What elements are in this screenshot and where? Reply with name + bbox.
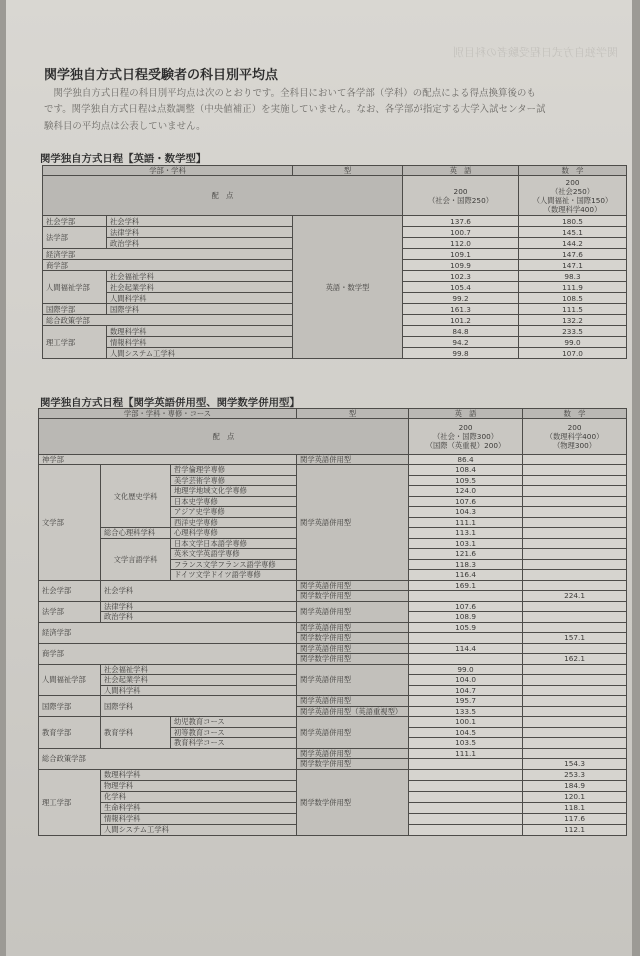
sugaku-score: 99.0 xyxy=(519,337,627,348)
sugaku-score xyxy=(523,465,627,476)
dept-cell: 社会学部 xyxy=(43,216,107,227)
eigo-score: 86.4 xyxy=(409,455,523,465)
sugaku-score: 147.6 xyxy=(519,249,627,260)
type-cell: 関学英語併用型 xyxy=(297,717,409,749)
type-cell: 関学英語併用型 xyxy=(297,643,409,654)
sugaku-score: 117.6 xyxy=(523,813,627,824)
type-cell: 関学英語併用型 xyxy=(297,664,409,696)
sugaku-score: 108.5 xyxy=(519,293,627,304)
subject-cell: 社会起業学科 xyxy=(101,675,297,686)
sugaku-points xyxy=(523,419,627,455)
dept-cell: 法学部 xyxy=(43,227,107,249)
eigo-score: 103.1 xyxy=(409,538,523,549)
type-cell: 英語・数学型 xyxy=(293,216,403,359)
eigo-score: 169.1 xyxy=(409,580,523,591)
sugaku-score: 111.9 xyxy=(519,282,627,293)
sugaku-score: 132.2 xyxy=(519,315,627,326)
eigo-score: 124.0 xyxy=(409,486,523,497)
eigo-score xyxy=(409,769,523,780)
eigo-score: 116.4 xyxy=(409,570,523,581)
subject-cell: 数理科学科 xyxy=(101,769,297,780)
subject-cell: 文学言語学科 xyxy=(101,538,171,580)
subject-cell: 総合心理科学科 xyxy=(101,528,171,539)
sugaku-score xyxy=(523,538,627,549)
eigo-score xyxy=(409,654,523,665)
sugaku-score: 224.1 xyxy=(523,591,627,602)
eigo-score: 102.3 xyxy=(403,271,519,282)
sugaku-score: 162.1 xyxy=(523,654,627,665)
sugaku-score xyxy=(523,580,627,591)
type-cell: 関学数学併用型 xyxy=(297,591,409,602)
subject-cell: 政治学科 xyxy=(101,612,297,623)
sugaku-score xyxy=(523,675,627,686)
haiten-label: 配 点 xyxy=(39,419,409,455)
course-cell: フランス文学フランス語学専修 xyxy=(171,559,297,570)
eigo-score: 84.8 xyxy=(403,326,519,337)
course-cell: 初等教育コース xyxy=(171,727,297,738)
course-cell: 美学芸術学専修 xyxy=(171,475,297,486)
eigo-score: 109.9 xyxy=(403,260,519,271)
eigo-score xyxy=(409,824,523,835)
intro-text xyxy=(44,86,624,135)
eigo-score: 113.1 xyxy=(409,528,523,539)
eigo-score: 103.5 xyxy=(409,738,523,749)
dept-cell: 文学部 xyxy=(39,465,101,581)
subject-cell: 文化歴史学科 xyxy=(101,465,171,528)
eigo-score: 107.6 xyxy=(409,601,523,612)
intro-line: 関学独自方式日程の科目別平均点は次のとおりです。全科目において各学部（学科）の配点による得点換算後のも xyxy=(44,88,536,99)
course-cell: ドイツ文学ドイツ語学専修 xyxy=(171,570,297,581)
subject-cell: 社会福祉学科 xyxy=(101,664,297,675)
subject-cell: 数理科学科 xyxy=(107,326,293,337)
dept-cell: 総合政策学部 xyxy=(43,315,293,326)
subject-cell: 法律学科 xyxy=(101,601,297,612)
sugaku-score: 120.1 xyxy=(523,791,627,802)
eigo-score: 133.5 xyxy=(409,706,523,717)
type-cell: 関学英語併用型 xyxy=(297,465,409,581)
dept-cell: 経済学部 xyxy=(43,249,293,260)
sugaku-score xyxy=(523,685,627,696)
sugaku-score xyxy=(523,727,627,738)
eigo-score: 104.7 xyxy=(409,685,523,696)
sugaku-score: 144.2 xyxy=(519,238,627,249)
col-type-header: 型 xyxy=(297,409,409,419)
sugaku-score xyxy=(523,517,627,528)
sugaku-score xyxy=(523,507,627,518)
subject-cell: 教育学科 xyxy=(101,717,171,749)
eigo-points xyxy=(409,419,523,455)
col-dept-header: 学部・学科 xyxy=(43,166,293,176)
eigo-score: 109.5 xyxy=(409,475,523,486)
eigo-score xyxy=(409,591,523,602)
sugaku-points-note: （社会250） xyxy=(550,186,595,196)
sugaku-score xyxy=(523,601,627,612)
dept-cell: 神学部 xyxy=(39,455,297,465)
eigo-score xyxy=(409,813,523,824)
dept-cell: 教育学部 xyxy=(39,717,101,749)
eigo-score: 94.2 xyxy=(403,337,519,348)
sugaku-score: 233.5 xyxy=(519,326,627,337)
eigo-score: 121.6 xyxy=(409,549,523,560)
sugaku-score: 157.1 xyxy=(523,633,627,644)
sugaku-score xyxy=(523,706,627,717)
eigo-score xyxy=(409,759,523,770)
sugaku-score xyxy=(523,528,627,539)
eigo-score: 99.2 xyxy=(403,293,519,304)
eigo-header: 英 語 xyxy=(403,166,519,176)
course-cell: 教育科学コース xyxy=(171,738,297,749)
course-cell: 地理学地域文化学専修 xyxy=(171,486,297,497)
document-page xyxy=(6,0,632,956)
eigo-score: 99.8 xyxy=(403,348,519,359)
subject-cell: 物理学科 xyxy=(101,780,297,791)
sugaku-score xyxy=(523,664,627,675)
course-cell: 日本史学専修 xyxy=(171,496,297,507)
sugaku-score: 107.0 xyxy=(519,348,627,359)
sugaku-score xyxy=(523,643,627,654)
eigo-score: 108.9 xyxy=(409,612,523,623)
sugaku-score xyxy=(523,717,627,728)
col-dept-header: 学部・学科・専修・コース xyxy=(39,409,297,419)
eigo-score: 118.3 xyxy=(409,559,523,570)
subject-cell: 社会学科 xyxy=(107,216,293,227)
type-cell: 関学数学併用型 xyxy=(297,633,409,644)
eigo-score xyxy=(409,802,523,813)
sugaku-score xyxy=(523,486,627,497)
sugaku-score xyxy=(523,549,627,560)
eigo-points xyxy=(403,176,519,216)
sugaku-score xyxy=(523,696,627,707)
eigo-score: 111.1 xyxy=(409,517,523,528)
type-cell: 関学数学併用型 xyxy=(297,759,409,770)
type-cell: 関学英語併用型（英語重視型） xyxy=(297,706,409,717)
type-cell: 関学英語併用型 xyxy=(297,748,409,759)
dept-cell: 商学部 xyxy=(39,643,297,664)
subject-cell: 社会起業学科 xyxy=(107,282,293,293)
sugaku-score: 112.1 xyxy=(523,824,627,835)
eigo-points-note: （社会・国際300） xyxy=(433,432,499,441)
dept-cell: 経済学部 xyxy=(39,622,297,643)
sugaku-score: 184.9 xyxy=(523,780,627,791)
course-cell: アジア史学専修 xyxy=(171,507,297,518)
sugaku-score: 118.1 xyxy=(523,802,627,813)
sugaku-score xyxy=(523,738,627,749)
haiten-label: 配 点 xyxy=(43,176,403,216)
eigo-score: 105.4 xyxy=(403,282,519,293)
eigo-score: 100.7 xyxy=(403,227,519,238)
eigo-score: 137.6 xyxy=(403,216,519,227)
eigo-points-value: 200 xyxy=(453,186,468,196)
sugaku-points xyxy=(519,176,627,216)
dept-cell: 商学部 xyxy=(43,260,293,271)
sugaku-score xyxy=(523,455,627,465)
eigo-score: 101.2 xyxy=(403,315,519,326)
eigo-score: 161.3 xyxy=(403,304,519,315)
eigo-score xyxy=(409,791,523,802)
eigo-points-note: （国際（英重視）200） xyxy=(425,441,506,450)
eigo-header: 英 語 xyxy=(409,409,523,419)
sugaku-points-value: 200 xyxy=(565,177,580,187)
sugaku-points-value: 200 xyxy=(567,423,582,432)
bleed-through-text: 関学独自方式日程受験者の科目別 xyxy=(453,46,618,59)
sugaku-score: 253.3 xyxy=(523,769,627,780)
course-cell: 心理科学専修 xyxy=(171,528,297,539)
dept-cell: 国際学部 xyxy=(39,696,101,717)
subject-cell: 化学科 xyxy=(101,791,297,802)
eigo-score: 99.0 xyxy=(409,664,523,675)
sugaku-score xyxy=(523,496,627,507)
eigo-score: 105.9 xyxy=(409,622,523,633)
eigo-points-value: 200 xyxy=(458,423,473,432)
subject-cell: 社会福祉学科 xyxy=(107,271,293,282)
eigo-score: 104.0 xyxy=(409,675,523,686)
dept-cell: 人間福祉学部 xyxy=(43,271,107,304)
sugaku-score: 98.3 xyxy=(519,271,627,282)
sugaku-score: 145.1 xyxy=(519,227,627,238)
section2-table xyxy=(38,408,627,836)
sugaku-header: 数 学 xyxy=(523,409,627,419)
subject-cell: 法律学科 xyxy=(107,227,293,238)
col-type-header: 型 xyxy=(293,166,403,176)
sugaku-points-note: （人間福祉・国際150） xyxy=(532,195,613,205)
course-cell: 英米文学英語学専修 xyxy=(171,549,297,560)
sugaku-points-note: （数理科学400） xyxy=(543,204,602,214)
subject-cell: 国際学科 xyxy=(101,696,297,717)
course-cell: 幼児教育コース xyxy=(171,717,297,728)
eigo-score: 114.4 xyxy=(409,643,523,654)
dept-cell: 国際学部 xyxy=(43,304,107,315)
type-cell: 関学数学併用型 xyxy=(297,654,409,665)
sugaku-score: 154.3 xyxy=(523,759,627,770)
sugaku-score xyxy=(523,570,627,581)
eigo-score xyxy=(409,633,523,644)
eigo-score: 100.1 xyxy=(409,717,523,728)
subject-cell: 人間科学科 xyxy=(101,685,297,696)
eigo-score: 108.4 xyxy=(409,465,523,476)
subject-cell: 社会学科 xyxy=(101,580,297,601)
section2-title: 関学独自方式日程【関学英語併用型、関学数学併用型】 xyxy=(40,397,300,409)
eigo-score: 195.7 xyxy=(409,696,523,707)
subject-cell: 国際学科 xyxy=(107,304,293,315)
sugaku-score xyxy=(523,622,627,633)
type-cell: 関学英語併用型 xyxy=(297,622,409,633)
dept-cell: 法学部 xyxy=(39,601,101,622)
sugaku-score: 180.5 xyxy=(519,216,627,227)
type-cell: 関学英語併用型 xyxy=(297,580,409,591)
type-cell: 関学数学併用型 xyxy=(297,769,409,835)
sugaku-score: 147.1 xyxy=(519,260,627,271)
eigo-score: 111.1 xyxy=(409,748,523,759)
dept-cell: 社会学部 xyxy=(39,580,101,601)
section1-table xyxy=(42,165,627,359)
eigo-score: 107.6 xyxy=(409,496,523,507)
section1-title: 関学独自方式日程【英語・数学型】 xyxy=(40,153,207,165)
subject-cell: 生命科学科 xyxy=(101,802,297,813)
subject-cell: 政治学科 xyxy=(107,238,293,249)
sugaku-score xyxy=(523,612,627,623)
course-cell: 日本文学日本語学専修 xyxy=(171,538,297,549)
type-cell: 関学英語併用型 xyxy=(297,455,409,465)
eigo-score: 112.0 xyxy=(403,238,519,249)
sugaku-header: 数 学 xyxy=(519,166,627,176)
dept-cell: 総合政策学部 xyxy=(39,748,297,769)
eigo-score: 109.1 xyxy=(403,249,519,260)
eigo-points-note: （社会・国際250） xyxy=(428,195,494,205)
page-title: 関学独自方式日程受験者の科目別平均点 xyxy=(44,68,279,83)
type-cell: 関学英語併用型 xyxy=(297,696,409,707)
type-cell: 関学英語併用型 xyxy=(297,601,409,622)
course-cell: 哲学倫理学専修 xyxy=(171,465,297,476)
subject-cell: 情報科学科 xyxy=(107,337,293,348)
intro-line: 験科目の平均点は公表していません。 xyxy=(44,120,206,132)
subject-cell: 情報科学科 xyxy=(101,813,297,824)
eigo-score xyxy=(409,780,523,791)
sugaku-points-note: （数理科学400） xyxy=(545,432,604,441)
sugaku-points-note: （物理300） xyxy=(552,441,597,450)
dept-cell: 人間福祉学部 xyxy=(39,664,101,696)
dept-cell: 理工学部 xyxy=(39,769,101,835)
sugaku-score: 111.5 xyxy=(519,304,627,315)
eigo-score: 104.3 xyxy=(409,507,523,518)
sugaku-score xyxy=(523,748,627,759)
course-cell: 西洋史学専修 xyxy=(171,517,297,528)
eigo-score: 104.5 xyxy=(409,727,523,738)
sugaku-score xyxy=(523,475,627,486)
dept-cell: 理工学部 xyxy=(43,326,107,359)
subject-cell: 人間科学科 xyxy=(107,293,293,304)
sugaku-score xyxy=(523,559,627,570)
subject-cell: 人間システム工学科 xyxy=(107,348,293,359)
intro-line: です。関学独自方式日程は点数調整（中央値補正）を実施していません。なお、各学部が指定する大学入試センター試 xyxy=(44,104,546,116)
subject-cell: 人間システム工学科 xyxy=(101,824,297,835)
